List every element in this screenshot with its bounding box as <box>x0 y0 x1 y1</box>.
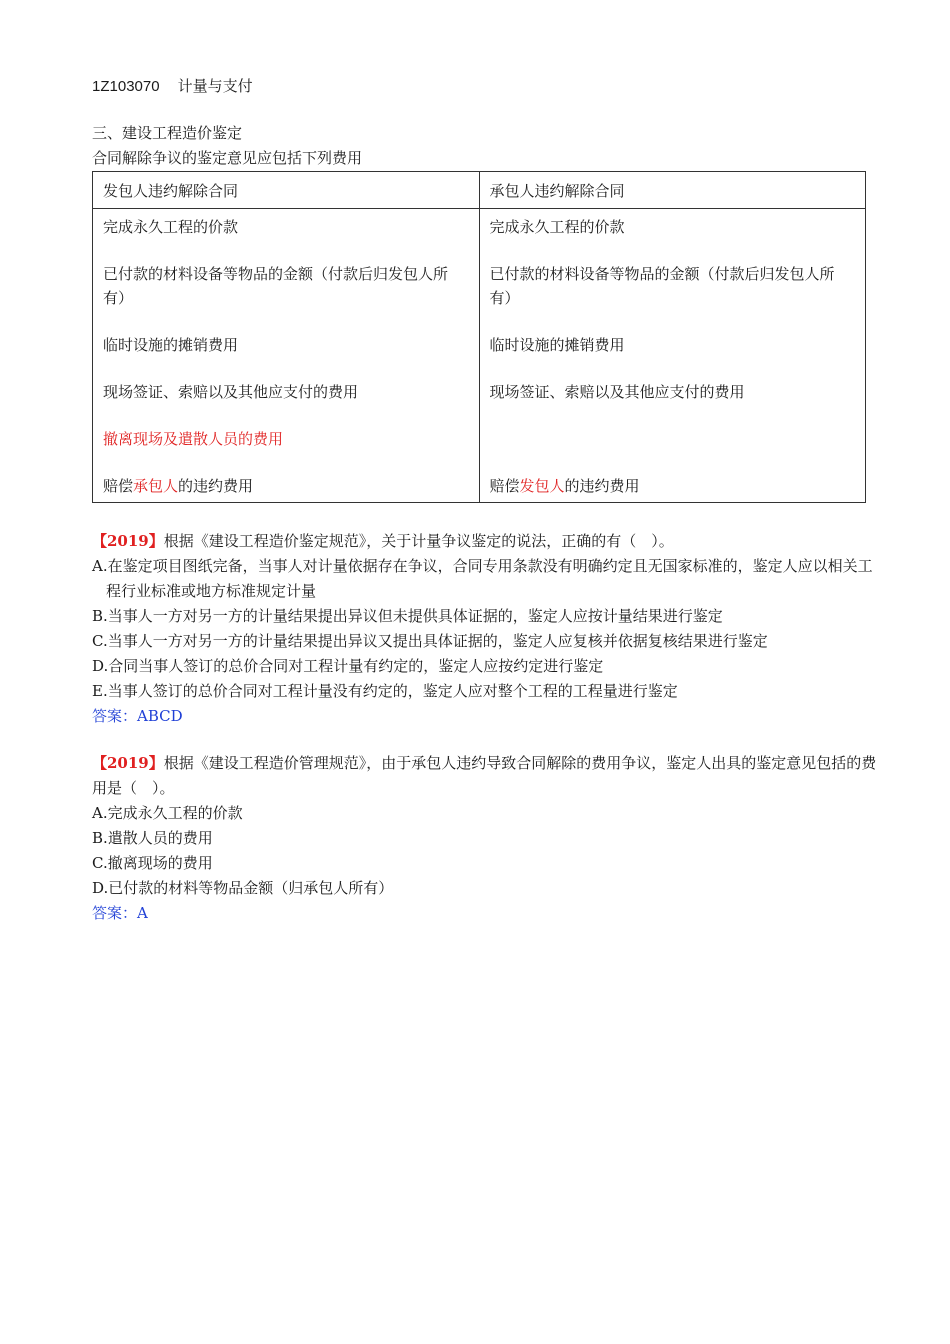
table-header-left: 发包人违约解除合同 <box>93 172 480 209</box>
option-a: A.在鉴定项目图纸完备，当事人对计量依据存在争议，合同专用条款没有明确约定且无国家标准的，鉴定人应以相关工程行业标准或地方标准规定计量 <box>92 557 873 600</box>
question-stem <box>92 751 882 801</box>
right-last-suffix: 的违约费用 <box>564 477 640 495</box>
chapter-title: 计量与支付 <box>177 77 253 95</box>
left-item-last <box>103 474 469 498</box>
answer: 答案：ABCD <box>92 707 183 725</box>
comparison-table <box>92 171 866 503</box>
left-item: 完成永久工程的价款 <box>103 218 239 236</box>
option-c: C.当事人一方对另一方的计量结果提出异议又提出具体证据的，鉴定人应复核并依据复核结果进行鉴定 <box>92 632 768 650</box>
section-intro: 合同解除争议的鉴定意见应包括下列费用 <box>92 149 363 167</box>
stem-text: 根据《建设工程造价鉴定规范》，关于计量争议鉴定的说法，正确的有（ ）。 <box>163 532 674 550</box>
left-item: 临时设施的摊销费用 <box>103 336 239 354</box>
option-b: B.当事人一方对另一方的计量结果提出异议但未提供具体证据的，鉴定人应按计量结果进行鉴定 <box>92 607 723 625</box>
right-item: 已付款的材料设备等物品的金额（付款后归发包人所有） <box>489 265 835 307</box>
year-tag: 【2019】 <box>92 754 164 772</box>
question-2 <box>92 751 882 926</box>
right-item-last <box>490 474 856 498</box>
right-item-empty <box>490 427 856 451</box>
table-cell-left <box>93 209 480 503</box>
left-last-red: 承包人 <box>133 477 179 495</box>
chapter-header <box>92 74 882 99</box>
left-item: 已付款的材料设备等物品的金额（付款后归发包人所有） <box>103 265 449 307</box>
right-item: 现场签证、索赔以及其他应支付的费用 <box>489 383 745 401</box>
option-d: D.合同当事人签订的总价合同对工程计量有约定的，鉴定人应按约定进行鉴定 <box>92 657 604 675</box>
table-body-row <box>93 209 866 503</box>
question-1 <box>92 529 882 729</box>
answer: 答案：A <box>92 904 148 922</box>
chapter-code: 1Z103070 <box>92 78 160 95</box>
option-e: E.当事人签订的总价合同对工程计量没有约定的，鉴定人应对整个工程的工程量进行鉴定 <box>92 682 678 700</box>
table-header-right: 承包人违约解除合同 <box>479 172 866 209</box>
option-c: C.撤离现场的费用 <box>92 854 213 872</box>
left-item: 现场签证、索赔以及其他应支付的费用 <box>103 383 359 401</box>
option-a: A.完成永久工程的价款 <box>92 804 243 822</box>
left-last-prefix: 赔偿 <box>103 477 134 495</box>
left-last-suffix: 的违约费用 <box>178 477 254 495</box>
right-item: 临时设施的摊销费用 <box>489 336 625 354</box>
section-heading: 三、建设工程造价鉴定 <box>92 124 243 142</box>
right-last-red: 发包人 <box>519 477 565 495</box>
document-page <box>92 74 882 926</box>
left-item-highlight: 撤离现场及遣散人员的费用 <box>103 430 284 448</box>
option-d: D.已付款的材料等物品金额（归承包人所有） <box>92 879 394 897</box>
option-b: B.遣散人员的费用 <box>92 829 213 847</box>
question-stem <box>92 529 882 554</box>
table-cell-right <box>479 209 866 503</box>
right-last-prefix: 赔偿 <box>489 477 520 495</box>
right-item: 完成永久工程的价款 <box>489 218 625 236</box>
year-tag: 【2019】 <box>92 532 164 550</box>
stem-text: 根据《建设工程造价管理规范》，由于承包人违约导致合同解除的费用争议，鉴定人出具的鉴定意见包括的费用是（ ）。 <box>92 754 877 797</box>
table-header-row <box>93 172 866 209</box>
